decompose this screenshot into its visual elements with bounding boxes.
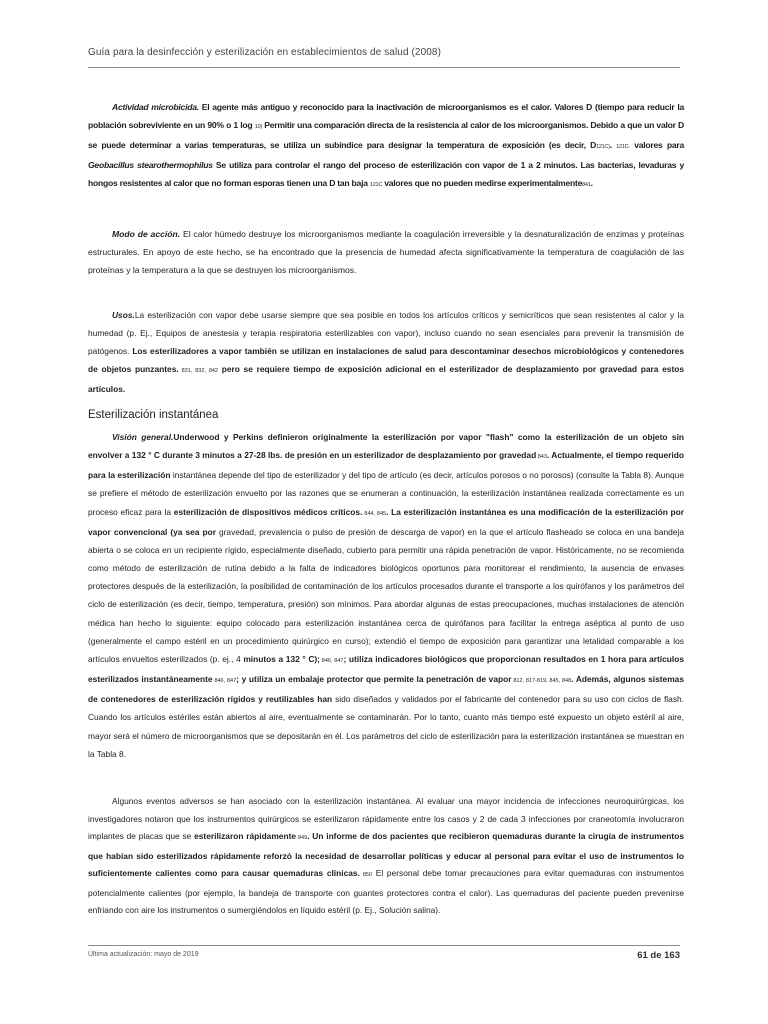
text-run: ; y utiliza un embalaje protector que permite la penetración de vapor [236,674,512,685]
paragraph-usos [88,306,684,398]
text-run: . Además, algunos sistemas de contenedores de esterilización rígidos y reutilizables han [88,674,684,705]
paragraph-lead: Modo de acción. [112,229,181,239]
paragraph-actividad-microbicida [88,98,684,194]
text-run: esterilizaron rápidamente [194,831,297,841]
subscript: 121C- [616,144,630,151]
text-run: esterilización de dispositivos médicos críticos. [173,506,363,517]
last-updated: Última actualización: mayo de 2019 [88,951,199,958]
reference-number: 844, 845 [362,510,387,517]
reference-number: 846, 847 [319,657,344,664]
text-run: . Un informe de dos pacientes que recibieron quemaduras durante la cirugía de instrumentos que habían sido esterilizados rápidamente reforzó la necesidad de desarrollar políticas y educar al personal para evitar el uso de instrumentos lo suficientemente calientes como para causar quemaduras clínicas. [88,831,684,878]
text-run: La esterilización con vapor debe usarse siempre que sea posible en todos los artículos críticos y semicríticos que sean resistentes al calor y la humedad (p. Ej., Equipos de anestesia y terapia respiratoria esterilizables con vapor), incluso cuando no sean esenciales para prevenir la transmisión de patógenos. [88,310,684,357]
text-run: Los esterilizadores a vapor también se utilizan en instalaciones de salud para descontaminar desechos microbiológicos y contenedores de objetos punzantes. [88,346,684,375]
paragraph-lead: Actividad microbicida. [112,102,199,112]
text-run: ; utiliza indicadores biológicos que proporcionan resultados en 1 hora para artículos esterilizados instantáneamente [88,653,685,685]
text-run: . [609,140,617,151]
paragraph-vision-general [88,428,684,763]
reference-number: 843 [536,454,547,461]
text-run: Permitir una comparación directa de la resistencia al calor de los microorganismos. Debido a que un valor D se puede determinar a varias temperaturas, se utiliza un subíndice para designar la temperatura de exposición (es decir, D [88,120,684,151]
text-run: gravedad, prevalencia o pulso de presión de descarga de vapor) en la que el artículo flasheado se coloca en una bandeja abierta o se coloca en un recipiente rígido, especialmente diseñado, cubierto para permitir una rápida penetración de vapor. Históricamente, no se recomienda como método de esterilización de rutina debido a la falta de indicadores biológicos oportunos para monitorear el rendimiento, la ausencia de envases protectores después de la esterilización, la posibilidad de contaminación de los artículos procesados durante el transporte a los quirófanos y los parámetros del ciclo de esterilización (es decir, tiempo, temperatura, presión) son mínimos. Para abordar algunas de estas preocupaciones, muchas instalaciones de atención médica han hecho lo siguiente: equipo colocado para esterilización instantánea cerca de quirófanos para facilitar la entrega aséptica al punto de uso (generalmente el campo estéril en un procedimiento quirúrgico en curso); extendió el tiempo de exposición para garantizar una letalidad comparable a los artículos envueltos esterilizados (p. ej., 4 [88,526,684,664]
section-heading: Esterilización instantánea [88,409,219,421]
page-number: 61 de 163 [637,950,680,961]
reference-number: 846, 847 [212,678,237,685]
subscript: 121C [369,182,383,189]
footer-rule [88,945,680,946]
reference-number: 812, 817-819, 845, 848 [511,678,572,685]
text-run: valores que no pueden medirse experimentalmente [382,178,583,189]
text-run: El personal debe tomar precauciones para evitar quemaduras con instrumentos potencialmente calientes (por ejemplo, la bandeja de transporte con guantes protectores contra el calor). Las quemaduras del paciente pueden prevenirse enfriando con aire los instrumentos o sumergiéndolos en líquido estéril (p. Ej., Solución salina). [88,868,684,915]
text-run: sido diseñados y validados por el fabricante del contenedor para su uso con ciclos de flash. Cuando los artículos estériles están abiertos al aire, eventualmente se contaminarán. Por lo tanto, cuanto más tiempo esté expuesto un objeto estéril al aire, mayor será el número de microorganismos que se depositarán en él. Los parámetros del ciclo de esterilización para la esterilización instantánea se muestran en la Tabla 8. [88,694,684,759]
text-run: instantánea depende del tipo de esterilizador y del tipo de artículo (es decir, artículos porosos o no porosos) (consulte la Tabla 8). Aunque se prefiere el método de esterilización envuelto por las razones que se enumeran a continuación, la esterilización instantánea realizada correctamente es un proceso eficaz para la [88,470,684,517]
text-run: pero se requiere tiempo de exposición adicional en el esterilizador de desplazamiento por gravedad para estos artículos. [88,364,685,395]
text-run: . La esterilización instantánea es una modificación de la esterilización por vapor convencional (ya sea por [88,506,685,537]
subscript: 10) [254,124,262,131]
reference-number: 841 [582,182,591,189]
paragraph-modo-de-accion [88,225,684,279]
text-run: . [590,178,593,189]
text-run: Underwood y Perkins definieron originalmente la esterilización por vapor "flash" como la esterilización de un objeto sin envolver a 132 ° C durante 3 minutos a 27-28 lbs. de presión en un esterilizador de desplazamiento por gravedad [88,432,685,461]
text-run: minutos a 132 ° C); [243,653,320,664]
organism-name: Geobacillus stearothermophilus [88,160,213,171]
text-run: Se utiliza para controlar el rango del proceso de esterilización con vapor de 1 a 2 minutos. Las bacterias, levaduras y hongos resistentes al calor que no forman esporas tienen una D tan baja [88,160,684,189]
paragraph-lead: Visión general. [112,432,174,442]
reference-number: 849 [296,835,308,841]
text-run: valores para [629,140,684,151]
text-run: El calor húmedo destruye los microorganismos mediante la coagulación irreversible y la desnaturalización de enzimas y proteínas estructurales. En apoyo de este hecho, se ha encontrado que la presencia de humedad afecta significativamente la temperatura de coagulación de las proteínas y la temperatura a la que se destruyen los microorganismos. [88,229,684,276]
running-header: Guía para la desinfección y esterilización en establecimientos de salud (2008) [88,47,441,58]
header-rule [88,67,680,68]
paragraph-eventos-adversos [88,793,684,920]
reference-number: 850 [359,872,372,878]
paragraph-lead: Usos. [112,310,135,320]
text-run: Algunos eventos adversos se han asociado con la esterilización instantánea. Al evaluar una mayor incidencia de infecciones neuroquirúrgicas, los investigadores notaron que los instrumentos quirúrgicos se esterilizaron rápidamente entre los casos y 2 de cada 3 infecciones por craneotomía involucraron implantes de placas que se [88,796,684,841]
reference-number: 831, 832, 842 [178,368,218,375]
text-run: El agente más antiguo y reconocido para la inactivación de microorganismos es el calor. Valores D (tiempo para reducir la población sobreviviente en un 90% o 1 log [88,102,684,131]
text-run: . Actualmente, el tiempo requerido para la esterilización [88,450,684,481]
subscript: 121C) [596,144,610,151]
